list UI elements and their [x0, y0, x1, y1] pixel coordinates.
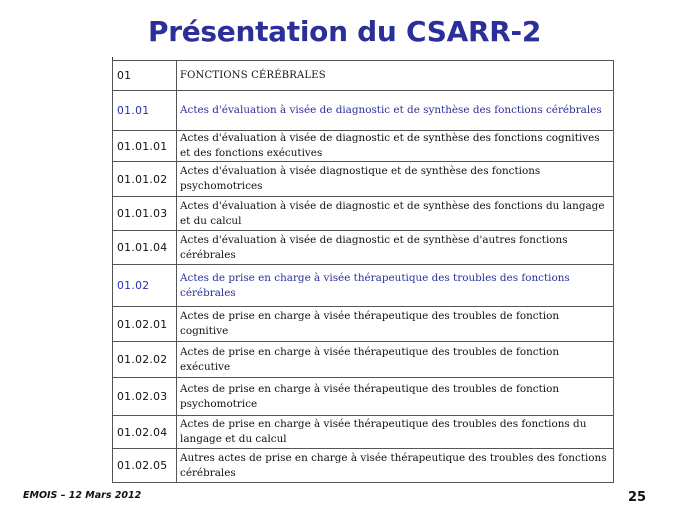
table-row-subchapter — [113, 91, 614, 131]
row-code: 01.01.02 — [113, 162, 177, 197]
table-row — [113, 378, 614, 416]
row-label: Actes de prise en charge à visée thérapeutique des troubles de fonction psychomotrice — [177, 378, 614, 416]
table-row-chapter — [113, 61, 614, 91]
table-row — [113, 307, 614, 342]
table-row — [113, 162, 614, 197]
row-code: 01.02.04 — [113, 416, 177, 449]
csarr-table — [112, 60, 614, 483]
page-number: 25 — [628, 490, 647, 505]
table-row-subchapter — [113, 265, 614, 307]
row-label: FONCTIONS CÉRÉBRALES — [177, 61, 614, 91]
table-row — [113, 342, 614, 378]
row-code: 01.02 — [113, 265, 177, 307]
row-label: Actes d'évaluation à visée de diagnostic et de synthèse d'autres fonctions cérébrales — [177, 231, 614, 265]
row-label: Actes d'évaluation à visée diagnostique et de synthèse des fonctions psychomotrices — [177, 162, 614, 197]
row-label: Actes d'évaluation à visée de diagnostic et de synthèse des fonctions du langage et du calcul — [177, 197, 614, 231]
row-label: Actes de prise en charge à visée thérapeutique des troubles de fonction cognitive — [177, 307, 614, 342]
row-label: Autres actes de prise en charge à visée thérapeutique des troubles des fonctions cérébrales — [177, 449, 614, 483]
table-row — [113, 449, 614, 483]
row-label: Actes de prise en charge à visée thérapeutique des troubles des fonctions du langage et du calcul — [177, 416, 614, 449]
row-code: 01.02.05 — [113, 449, 177, 483]
table-row — [113, 197, 614, 231]
row-code: 01.02.02 — [113, 342, 177, 378]
row-code: 01.01.01 — [113, 131, 177, 162]
row-label: Actes de prise en charge à visée thérapeutique des troubles de fonction exécutive — [177, 342, 614, 378]
row-code: 01.01.04 — [113, 231, 177, 265]
row-label: Actes d'évaluation à visée de diagnostic et de synthèse des fonctions cérébrales — [177, 91, 614, 131]
row-code: 01 — [113, 61, 177, 91]
row-label: Actes de prise en charge à visée thérapeutique des troubles des fonctions cérébrales — [177, 265, 614, 307]
row-code: 01.02.03 — [113, 378, 177, 416]
row-code: 01.01.03 — [113, 197, 177, 231]
footer-event-date: EMOIS – 12 Mars 2012 — [23, 490, 142, 501]
row-label: Actes d'évaluation à visée de diagnostic et de synthèse des fonctions cognitives et des fonctions exécutives — [177, 131, 614, 162]
row-code: 01.01 — [113, 91, 177, 131]
table-row — [113, 416, 614, 449]
row-code: 01.02.01 — [113, 307, 177, 342]
slide-title: Présentation du CSARR-2 — [147, 15, 542, 48]
table-row — [113, 231, 614, 265]
table-row — [113, 131, 614, 162]
